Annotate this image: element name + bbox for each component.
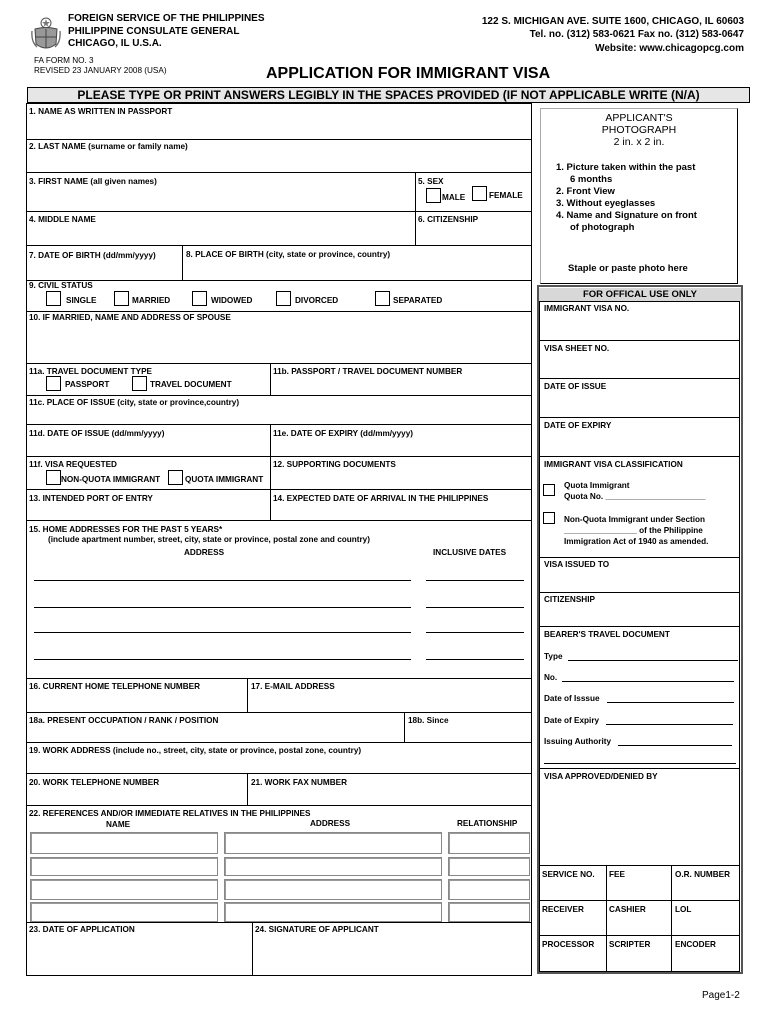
form-title: APPLICATION FOR IMMIGRANT VISA bbox=[266, 65, 551, 82]
signature-label: 24. SIGNATURE OF APPLICANT bbox=[255, 925, 379, 934]
or-number-label: O.R. NUMBER bbox=[675, 870, 731, 879]
office-date-of-expiry-label: DATE OF EXPIRY bbox=[544, 421, 612, 430]
civil-married-checkbox[interactable] bbox=[114, 291, 129, 306]
visa-classification-label: IMMIGRANT VISA CLASSIFICATION bbox=[544, 460, 683, 469]
ref-address-input-2[interactable] bbox=[224, 857, 442, 876]
receiver-label: RECEIVER bbox=[542, 905, 584, 914]
civil-divorced-checkbox[interactable] bbox=[276, 291, 291, 306]
home-addresses-hint: (include apartment number, street, city, state or province, postal zone and country) bbox=[48, 535, 370, 544]
ref-relationship-input-1[interactable] bbox=[448, 832, 530, 854]
immigrant-visa-no-label: IMMIGRANT VISA NO. bbox=[544, 304, 630, 313]
non-quota-immigrant-checkbox[interactable] bbox=[543, 512, 555, 524]
quota-immigrant-checkbox[interactable] bbox=[543, 484, 555, 496]
visa-sheet-no-label: VISA SHEET NO. bbox=[544, 344, 610, 353]
dates-line-3[interactable] bbox=[426, 632, 524, 633]
ref-address-input-3[interactable] bbox=[224, 879, 442, 900]
photo-requirements: 1. Picture taken within the past 6 months 2. Front View 3. Without eyeglasses 4. Name and Signature on front of photograph bbox=[556, 162, 697, 233]
name-in-passport-label: 1. NAME AS WRITTEN IN PASSPORT bbox=[29, 107, 173, 116]
page-number: Page1-2 bbox=[702, 990, 740, 1001]
work-fax-label: 21. WORK FAX NUMBER bbox=[251, 778, 347, 787]
issuing-authority-label: Issuing Authority bbox=[544, 737, 612, 746]
work-phone-label: 20. WORK TELEPHONE NUMBER bbox=[29, 778, 160, 787]
doc-date-issue-line[interactable] bbox=[607, 702, 734, 703]
port-of-entry-label: 13. INTENDED PORT OF ENTRY bbox=[29, 494, 153, 503]
doc-no-line[interactable] bbox=[562, 681, 734, 682]
civil-widowed-checkbox[interactable] bbox=[192, 291, 207, 306]
dates-line-4[interactable] bbox=[426, 659, 524, 660]
non-quota-label: NON-QUOTA IMMIGRANT bbox=[61, 475, 161, 484]
consulate-contact: 122 S. MICHIGAN AVE. SUITE 1600, CHICAGO, IL 60603 Tel. no. (312) 583-0621 Fax no. (312) 583-0647 Website: www.chicagopcg.com bbox=[481, 16, 744, 54]
ref-relationship-input-3[interactable] bbox=[448, 879, 530, 900]
sex-label: 5. SEX bbox=[418, 177, 444, 186]
civil-widowed-label: WIDOWED bbox=[211, 296, 253, 305]
visa-issued-to-label: VISA ISSUED TO bbox=[544, 560, 610, 569]
place-of-issue-label: 11c. PLACE OF ISSUE (city, state or province,country) bbox=[29, 398, 240, 407]
encoder-label: ENCODER bbox=[675, 940, 716, 949]
travel-document-checkbox[interactable] bbox=[132, 376, 147, 391]
civil-married-label: MARRIED bbox=[132, 296, 171, 305]
ref-address-input-1[interactable] bbox=[224, 832, 442, 854]
civil-single-label: SINGLE bbox=[66, 296, 97, 305]
place-of-birth-label: 8. PLACE OF BIRTH (city, state or province, country) bbox=[186, 250, 391, 259]
fee-label: FEE bbox=[609, 870, 625, 879]
official-use-title: FOR OFFICAL USE ONLY bbox=[539, 288, 741, 301]
doc-date-issue-label: Date of Isssue bbox=[544, 694, 600, 703]
inclusive-dates-header: INCLUSIVE DATES bbox=[433, 548, 507, 557]
service-no-label: SERVICE NO. bbox=[542, 870, 595, 879]
quota-checkbox[interactable] bbox=[168, 470, 183, 485]
doc-date-expiry-line[interactable] bbox=[606, 724, 733, 725]
citizenship-label: 6. CITIZENSHIP bbox=[418, 215, 479, 224]
doc-date-expiry-label: Date of Expiry bbox=[544, 716, 600, 725]
date-of-application-label: 23. DATE OF APPLICATION bbox=[29, 925, 135, 934]
sex-female-checkbox[interactable] bbox=[472, 186, 487, 201]
supporting-documents-label: 12. SUPPORTING DOCUMENTS bbox=[273, 460, 396, 469]
date-of-birth-label: 7. DATE OF BIRTH (dd/mm/yyyy) bbox=[29, 251, 156, 260]
address-column-header: ADDRESS bbox=[184, 548, 225, 557]
references-label: 22. REFERENCES AND/OR IMMEDIATE RELATIVES IN THE PHILIPPINES bbox=[29, 809, 311, 818]
travel-doc-type-label: 11a. TRAVEL DOCUMENT TYPE bbox=[29, 367, 152, 376]
ref-name-header: NAME bbox=[106, 820, 131, 829]
sex-male-label: MALE bbox=[442, 193, 466, 202]
address-line-2[interactable] bbox=[34, 607, 411, 608]
address-line-3[interactable] bbox=[34, 632, 411, 633]
home-phone-label: 16. CURRENT HOME TELEPHONE NUMBER bbox=[29, 682, 201, 691]
date-of-issue-label: 11d. DATE OF ISSUE (dd/mm/yyyy) bbox=[29, 429, 165, 438]
cashier-label: CASHIER bbox=[609, 905, 646, 914]
agency-header: FOREIGN SERVICE OF THE PHILIPPINES PHILIPPINE CONSULATE GENERAL CHICAGO, IL U.S.A. bbox=[68, 13, 265, 49]
date-of-expiry-label: 11e. DATE OF EXPIRY (dd/mm/yyyy) bbox=[273, 429, 413, 438]
non-quota-immigrant-label: Non-Quota Immigrant under Section ________________ of the Philippine Immigration Act of 1940 as amended. bbox=[564, 515, 709, 546]
last-name-label: 2. LAST NAME (surname or family name) bbox=[29, 142, 188, 151]
quota-label: QUOTA IMMIGRANT bbox=[185, 475, 264, 484]
passport-checkbox[interactable] bbox=[46, 376, 61, 391]
sex-male-checkbox[interactable] bbox=[426, 188, 441, 203]
work-address-label: 19. WORK ADDRESS (include no., street, city, state or province, postal zone, country) bbox=[29, 746, 362, 755]
ref-relationship-input-4[interactable] bbox=[448, 902, 530, 922]
ref-relationship-input-2[interactable] bbox=[448, 857, 530, 876]
ref-address-header: ADDRESS bbox=[310, 819, 351, 828]
ref-relationship-header: RELATIONSHIP bbox=[457, 819, 518, 828]
ref-name-input-3[interactable] bbox=[30, 879, 218, 900]
photo-staple-text: Staple or paste photo here bbox=[568, 263, 688, 274]
visa-approved-label: VISA APPROVED/DENIED BY bbox=[544, 772, 658, 781]
doc-type-line[interactable] bbox=[568, 660, 738, 661]
quota-immigrant-label: Quota Immigrant Quota No. ______________________ bbox=[564, 481, 706, 501]
scripter-label: SCRIPTER bbox=[609, 940, 651, 949]
ref-name-input-4[interactable] bbox=[30, 902, 218, 922]
passport-number-label: 11b. PASSPORT / TRAVEL DOCUMENT NUMBER bbox=[273, 367, 463, 376]
ref-name-input-1[interactable] bbox=[30, 832, 218, 854]
instruction-bar bbox=[27, 87, 750, 103]
doc-no-label: No. bbox=[544, 673, 558, 682]
spouse-label: 10. IF MARRIED, NAME AND ADDRESS OF SPOUSE bbox=[29, 313, 231, 322]
consulate-seal bbox=[31, 16, 61, 52]
photo-title: APPLICANT'S PHOTOGRAPH 2 in. x 2 in. bbox=[601, 112, 677, 148]
sex-female-label: FEMALE bbox=[489, 191, 523, 200]
civil-separated-label: SEPARATED bbox=[393, 296, 443, 305]
expected-arrival-label: 14. EXPECTED DATE OF ARRIVAL IN THE PHILIPPINES bbox=[273, 494, 489, 503]
email-label: 17. E-MAIL ADDRESS bbox=[251, 682, 335, 691]
ref-address-input-4[interactable] bbox=[224, 902, 442, 922]
office-date-of-issue-label: DATE OF ISSUE bbox=[544, 382, 607, 391]
address-line-1[interactable] bbox=[34, 580, 411, 581]
civil-separated-checkbox[interactable] bbox=[375, 291, 390, 306]
occupation-label: 18a. PRESENT OCCUPATION / RANK / POSITION bbox=[29, 716, 219, 725]
dates-line-1[interactable] bbox=[426, 580, 524, 581]
visa-requested-label: 11f. VISA REQUESTED bbox=[29, 460, 117, 469]
first-name-label: 3. FIRST NAME (all given names) bbox=[29, 177, 157, 186]
office-citizenship-label: CITIZENSHIP bbox=[544, 595, 595, 604]
issuing-authority-line[interactable] bbox=[618, 745, 732, 746]
dates-line-2[interactable] bbox=[426, 607, 524, 608]
form-number: FA FORM NO. 3 REVISED 23 JANUARY 2008 (USA) bbox=[34, 56, 167, 75]
civil-single-checkbox[interactable] bbox=[46, 291, 61, 306]
passport-label: PASSPORT bbox=[65, 380, 110, 389]
bearers-travel-doc-label: BEARER'S TRAVEL DOCUMENT bbox=[544, 630, 670, 639]
home-addresses-label: 15. HOME ADDRESSES FOR THE PAST 5 YEARS* bbox=[29, 525, 223, 534]
civil-status-label: 9. CIVIL STATUS bbox=[29, 281, 93, 290]
lol-label: LOL bbox=[675, 905, 692, 914]
doc-type-label: Type bbox=[544, 652, 563, 661]
processor-label: PROCESSOR bbox=[542, 940, 595, 949]
ref-name-input-2[interactable] bbox=[30, 857, 218, 876]
middle-name-label: 4. MIDDLE NAME bbox=[29, 215, 96, 224]
non-quota-checkbox[interactable] bbox=[46, 470, 61, 485]
occupation-since-label: 18b. Since bbox=[408, 716, 449, 725]
civil-divorced-label: DIVORCED bbox=[295, 296, 339, 305]
travel-document-label: TRAVEL DOCUMENT bbox=[150, 380, 232, 389]
address-line-4[interactable] bbox=[34, 659, 411, 660]
instruction-text: PLEASE TYPE OR PRINT ANSWERS LEGIBLY IN THE SPACES PROVIDED (IF NOT APPLICABLE WRITE (N/A) bbox=[77, 88, 700, 102]
